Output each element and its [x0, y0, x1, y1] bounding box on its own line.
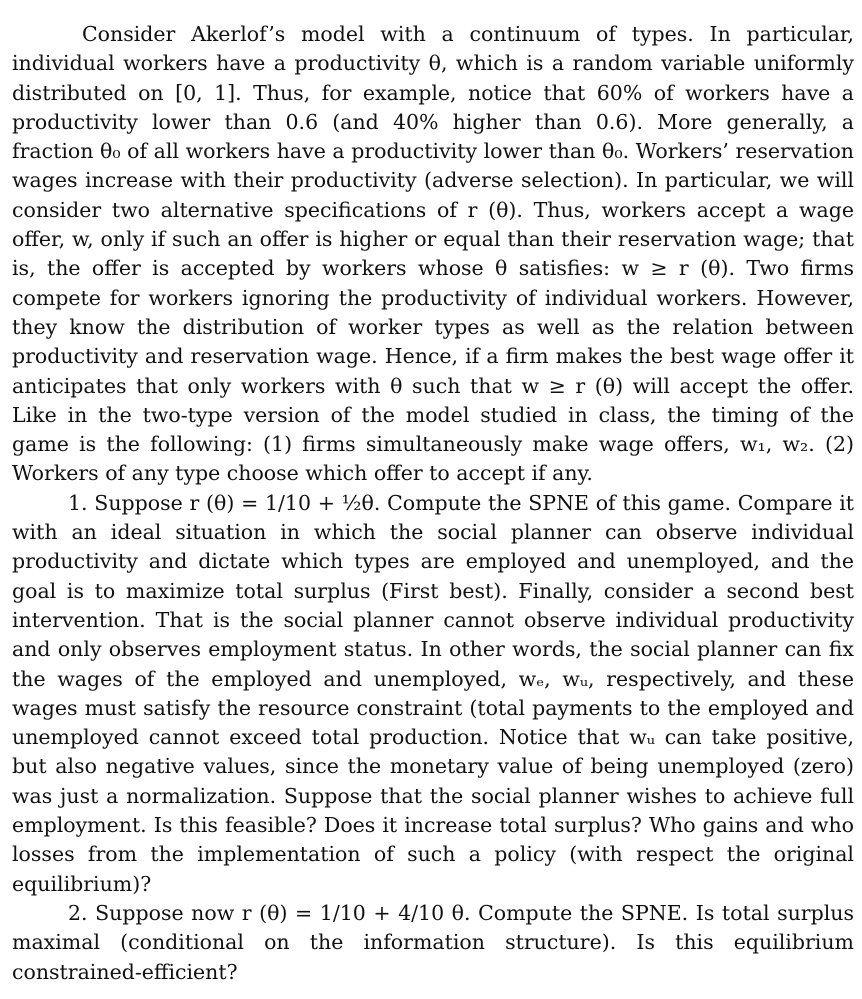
document-page [12, 20, 854, 987]
intro-paragraph: Consider Akerlof’s model with a continuum of types. In particular, individual workers have a productivity θ, which is a random variable uniformly distributed on [0, 1]. Thus, for example, notice that 60% of workers have a productivity lower than 0.6 (and 40% higher than 0.6). More generally, a fraction θ₀ of all workers have a productivity lower than θ₀. Workers’ reservation wages increase with their productivity (adverse selection). In particular, we will consider two alternative specifications of r (θ). Thus, workers accept a wage offer, w, only if such an offer is higher or equal than their reservation wage; that is, the offer is accepted by workers whose θ satisfies: w ≥ r (θ). Two firms compete for workers ignoring the productivity of individual workers. However, they know the distribution of worker types as well as the relation between productivity and reservation wage. Hence, if a firm makes the best wage offer it anticipates that only workers with θ such that w ≥ r (θ) will accept the offer. Like in the two-type version of the model studied in class, the timing of the game is the following: (1) firms simultaneously make wage offers, w₁, w₂. (2) Workers of any type choose which offer to accept if any. [12, 22, 854, 486]
question-1-paragraph: 1. Suppose r (θ) = 1/10 + ½θ. Compute the SPNE of this game. Compare it with an ideal situation in which the social planner can observe individual productivity and dictate which types are employed and unemployed, and the goal is to maximize total surplus (First best). Finally, consider a second best intervention. That is the social planner cannot observe individual productivity and only observes employment status. In other words, the social planner can fix the wages of the employed and unemployed, wₑ, wᵤ, respectively, and these wages must satisfy the resource constraint (total payments to the employed and unemployed cannot exceed total production. Notice that wᵤ can take positive, but also negative values, since the monetary value of being unemployed (zero) was just a normalization. Suppose that the social planner wishes to achieve full employment. Is this feasible? Does it increase total surplus? Who gains and who losses from the implementation of such a policy (with respect the original equilibrium)? [12, 490, 854, 896]
question-2-paragraph: 2. Suppose now r (θ) = 1/10 + 4/10 θ. Compute the SPNE. Is total surplus maximal (conditional on the information structure). Is this equilibrium constrained-efficient? [12, 900, 854, 984]
